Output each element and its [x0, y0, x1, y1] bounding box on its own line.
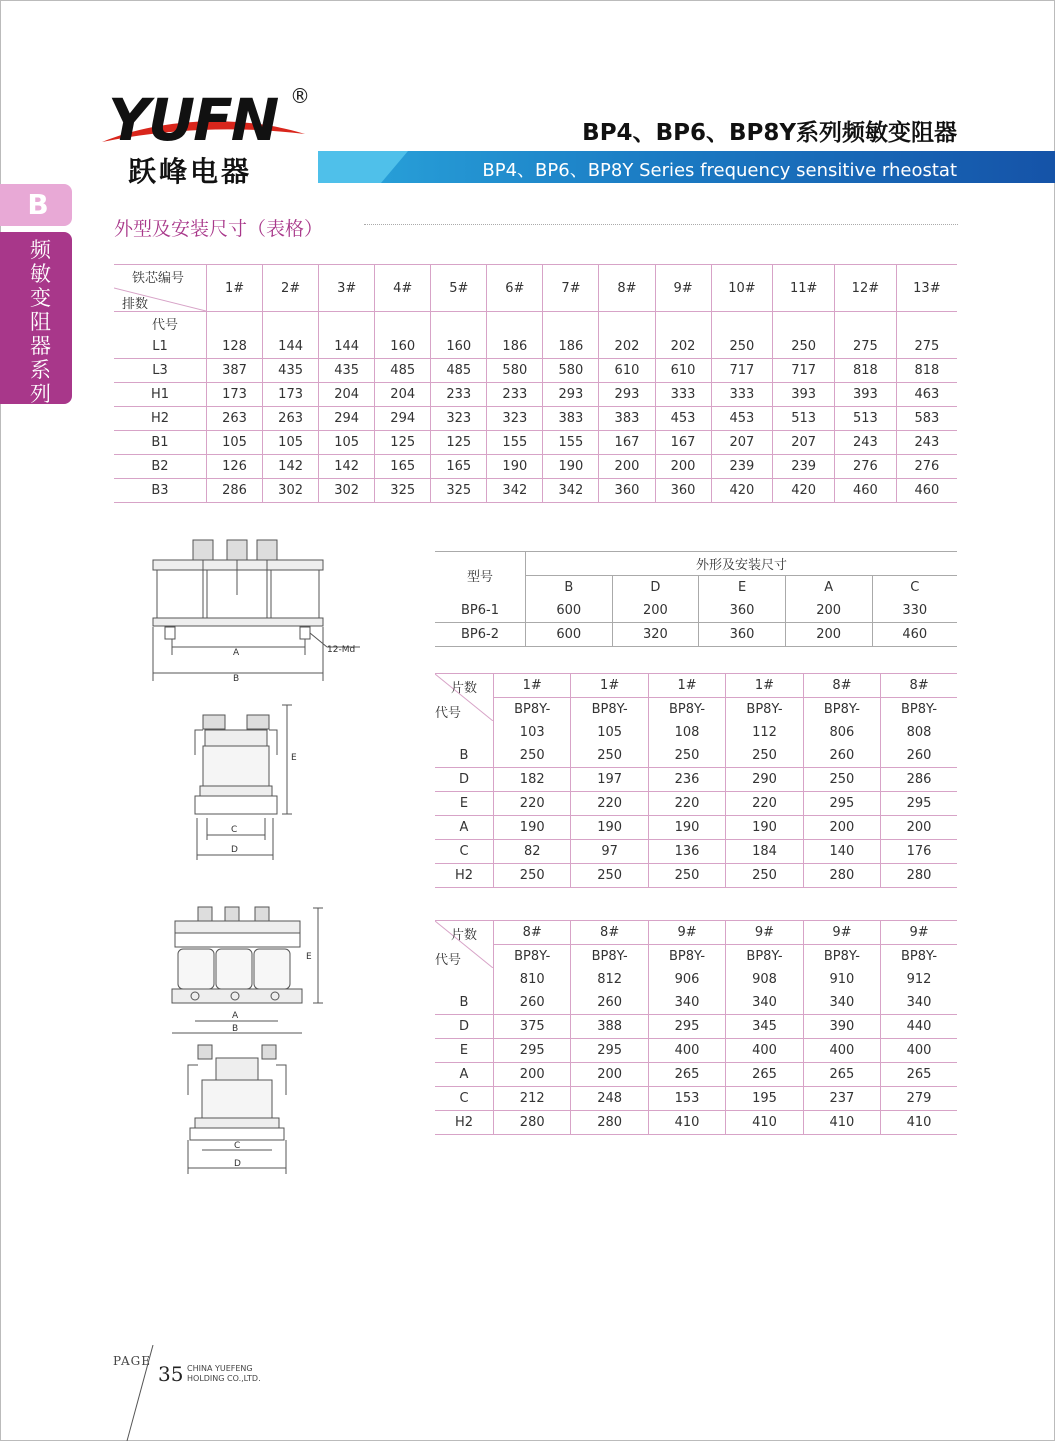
table-cell: 410	[726, 1111, 803, 1135]
column-header: 8#	[599, 265, 655, 312]
table-row	[114, 407, 957, 431]
table-row	[114, 479, 957, 503]
column-header: C	[872, 576, 957, 600]
table-cell: 293	[599, 383, 655, 407]
section-title: 外型及安装尺寸（表格）	[114, 218, 324, 240]
table-cell: 290	[726, 768, 803, 792]
table-cell: 250	[711, 335, 773, 359]
table-cell: 155	[487, 431, 543, 455]
table-cell: 250	[648, 744, 725, 768]
table-cell: 263	[207, 407, 263, 431]
column-header: 7#	[543, 265, 599, 312]
table-cell: 330	[872, 599, 957, 623]
table-cell: 295	[494, 1039, 571, 1063]
table-cell: 186	[543, 335, 599, 359]
group-header: 外形及安装尺寸	[526, 552, 958, 576]
table-cell: 280	[494, 1111, 571, 1135]
table-cell: 485	[375, 359, 431, 383]
table-cell: 142	[319, 455, 375, 479]
table-row	[435, 991, 957, 1015]
table-cell: 250	[571, 744, 648, 768]
page-number: 35	[158, 1362, 184, 1386]
table-cell: 260	[881, 744, 957, 768]
table-cell: 97	[571, 840, 648, 864]
table-cell: 202	[655, 335, 711, 359]
table-cell: 125	[375, 431, 431, 455]
table-cell: 265	[803, 1063, 880, 1087]
table-cell: 294	[375, 407, 431, 431]
table-cell: 280	[881, 864, 957, 888]
table-cell: 410	[881, 1111, 957, 1135]
table-cell: 393	[835, 383, 897, 407]
page-subtitle: BP4、BP6、BP8Y Series frequency sensitive rheostat	[482, 160, 957, 181]
table-cell: 453	[655, 407, 711, 431]
page-title: BP4、BP6、BP8Y系列频敏变阻器	[582, 120, 957, 146]
row-label: C	[435, 840, 494, 864]
table-cell: 265	[648, 1063, 725, 1087]
dimension-c-label: C	[234, 1141, 241, 1151]
model-header: 型号	[466, 570, 493, 585]
section-divider	[364, 224, 958, 225]
row-label: B2	[114, 455, 207, 479]
hole-label: 12-Md	[327, 645, 356, 655]
table-cell: 400	[881, 1039, 957, 1063]
dimension-d-label: D	[234, 1159, 241, 1169]
table-cell: 239	[711, 455, 773, 479]
table-cell: 233	[487, 383, 543, 407]
column-header: A	[785, 576, 872, 600]
table-cell: 207	[711, 431, 773, 455]
table-cell: 435	[319, 359, 375, 383]
table-cell: 200	[785, 599, 872, 623]
table-cell: 276	[835, 455, 897, 479]
table-cell: 236	[648, 768, 725, 792]
row-label: B	[459, 748, 469, 763]
table-cell: 610	[599, 359, 655, 383]
table-cell: 513	[835, 407, 897, 431]
dimension-d-label: D	[231, 845, 238, 855]
registered-icon: ®	[290, 84, 310, 108]
table-cell: 717	[711, 359, 773, 383]
table-cell: 265	[881, 1063, 957, 1087]
bp8y-side-view-drawing	[180, 1040, 305, 1175]
dimension-b-label: B	[233, 674, 240, 684]
table-cell: 342	[487, 479, 543, 503]
table-cell: 165	[431, 455, 487, 479]
table-cell: 197	[571, 768, 648, 792]
column-header: 1#	[207, 265, 263, 312]
bp8y-front-view-drawing	[160, 903, 335, 1043]
dimension-c-label: C	[231, 825, 238, 835]
table-cell: 243	[835, 431, 897, 455]
table-row	[435, 864, 957, 888]
table-cell: 580	[487, 359, 543, 383]
table-cell: 190	[726, 816, 803, 840]
core-dimension-table	[114, 264, 957, 503]
row-label: B3	[114, 479, 207, 503]
table-row	[435, 744, 957, 768]
table-row	[435, 1039, 957, 1063]
row-label: BP6-1	[461, 603, 499, 618]
table-cell: 435	[263, 359, 319, 383]
table-cell: 190	[571, 816, 648, 840]
row-label: A	[435, 1063, 494, 1087]
row-label: A	[435, 816, 494, 840]
table-cell: 275	[835, 335, 897, 359]
table-row	[435, 599, 957, 623]
table-cell: 250	[494, 864, 571, 888]
table-row	[114, 455, 957, 479]
column-header: D	[612, 576, 699, 600]
row-label: C	[435, 1087, 494, 1111]
column-header: 3#	[319, 265, 375, 312]
table-cell: 140	[803, 840, 880, 864]
table-cell: 280	[571, 1111, 648, 1135]
row-label: E	[435, 1039, 494, 1063]
table-row	[435, 1111, 957, 1135]
table-row	[435, 768, 957, 792]
table-cell: 583	[896, 407, 957, 431]
table-cell: 144	[263, 335, 319, 359]
table-cell: 237	[803, 1087, 880, 1111]
table-cell: 360	[599, 479, 655, 503]
table-cell: 173	[207, 383, 263, 407]
table-cell: 195	[726, 1087, 803, 1111]
table-cell: 275	[896, 335, 957, 359]
table-cell: 387	[207, 359, 263, 383]
bp6-front-view-drawing	[145, 535, 370, 695]
row-label: L3	[114, 359, 207, 383]
column-header: 13#	[896, 265, 957, 312]
table-cell: 513	[773, 407, 835, 431]
table-cell: 340	[803, 991, 880, 1015]
table-cell: 204	[375, 383, 431, 407]
table-cell: 340	[726, 991, 803, 1015]
row-label: H2	[435, 864, 494, 888]
column-header: 11#	[773, 265, 835, 312]
table-cell: 463	[896, 383, 957, 407]
column-header: 5#	[431, 265, 487, 312]
table-cell: 220	[494, 792, 571, 816]
table-cell: 250	[726, 744, 803, 768]
table-cell: 200	[655, 455, 711, 479]
table-cell: 220	[571, 792, 648, 816]
table-row	[435, 1087, 957, 1111]
table-cell: 128	[207, 335, 263, 359]
table-cell: 388	[571, 1015, 648, 1039]
table-cell: 105	[263, 431, 319, 455]
table-cell: 600	[526, 623, 613, 647]
table-cell: 160	[375, 335, 431, 359]
table-row	[435, 792, 957, 816]
table-cell: 190	[494, 816, 571, 840]
table-cell: 144	[319, 335, 375, 359]
table-cell: 136	[648, 840, 725, 864]
table-cell: 360	[699, 623, 786, 647]
row-label: B1	[114, 431, 207, 455]
column-header: 4#	[375, 265, 431, 312]
table-cell: 295	[648, 1015, 725, 1039]
footer-slash	[125, 1345, 155, 1441]
company-name: CHINA YUEFENG HOLDING CO.,LTD.	[187, 1364, 261, 1383]
table-cell: 440	[881, 1015, 957, 1039]
table-cell: 410	[648, 1111, 725, 1135]
table-cell: 202	[599, 335, 655, 359]
table-cell: 325	[375, 479, 431, 503]
table-cell: 390	[803, 1015, 880, 1039]
table-cell: 190	[543, 455, 599, 479]
bp8y-table-b: 片数 代号 8# 8# 9# 9# 9# 9# BP8Y- BP8Y- BP8Y- BP8Y- BP8Y- BP8Y- 810 812 906 908 910 912 B 260 260 340 340 340 340 D 375 388 295 345 390 440 E 295 295 400 400 400 400 A 200 200 265 265 265 265 C 212 248 153 195 237 279 H2 280 280 410 410 410 410	[435, 920, 957, 1135]
dimension-a-label: A	[233, 648, 240, 658]
table-cell: 207	[773, 431, 835, 455]
table-cell: 383	[599, 407, 655, 431]
dimension-e-label: E	[306, 952, 312, 962]
column-header: 9#	[655, 265, 711, 312]
table-cell: 220	[648, 792, 725, 816]
table-cell: 295	[803, 792, 880, 816]
table-cell: 167	[599, 431, 655, 455]
table-cell: 105	[207, 431, 263, 455]
table-cell: 260	[494, 991, 571, 1015]
table-cell: 248	[571, 1087, 648, 1111]
table-cell: 105	[319, 431, 375, 455]
table-cell: 153	[648, 1087, 725, 1111]
table-cell: 176	[881, 840, 957, 864]
table-cell: 286	[207, 479, 263, 503]
table-row	[114, 359, 957, 383]
table-cell: 460	[835, 479, 897, 503]
table-cell: 182	[494, 768, 571, 792]
logo: YUFN	[108, 86, 278, 154]
table-cell: 383	[543, 407, 599, 431]
table-cell: 325	[431, 479, 487, 503]
table-row	[114, 383, 957, 407]
table-cell: 250	[726, 864, 803, 888]
row-label: L1	[152, 339, 168, 354]
table-cell: 212	[494, 1087, 571, 1111]
table-cell: 333	[711, 383, 773, 407]
table-cell: 204	[319, 383, 375, 407]
table-cell: 600	[526, 599, 613, 623]
table-cell: 160	[431, 335, 487, 359]
table-cell: 400	[803, 1039, 880, 1063]
row-label: D	[435, 768, 494, 792]
table-cell: 375	[494, 1015, 571, 1039]
table-row: 代号	[114, 312, 957, 336]
table-cell: 323	[431, 407, 487, 431]
table-cell: 610	[655, 359, 711, 383]
table-cell: 250	[648, 864, 725, 888]
table-row	[114, 335, 957, 359]
table-cell: 190	[648, 816, 725, 840]
table-cell: 333	[655, 383, 711, 407]
table-row	[435, 840, 957, 864]
table-cell: 184	[726, 840, 803, 864]
table-cell: 200	[571, 1063, 648, 1087]
table-cell: 293	[543, 383, 599, 407]
table-cell: 200	[612, 599, 699, 623]
bp8y-table-a: 片数 代号 1# 1# 1# 1# 8# 8# BP8Y- BP8Y- BP8Y- BP8Y- BP8Y- BP8Y- 103 105 108 112 806 808 B 250 250 250 250 260 260 D 182 197 236 290 250 286 E 220 220 220 220 295 295 A 190 190 190 190 200 200 C 82 97 136 184 140 176 H2 250 250 250 250 280 280	[435, 673, 957, 888]
table-cell: 265	[726, 1063, 803, 1087]
page-label: PAGE	[113, 1354, 151, 1368]
table-cell: 186	[487, 335, 543, 359]
row-label: H2	[114, 407, 207, 431]
table-cell: 345	[726, 1015, 803, 1039]
column-header: B	[526, 576, 613, 600]
table-cell: 250	[803, 768, 880, 792]
table-cell: 142	[263, 455, 319, 479]
table-cell: 280	[803, 864, 880, 888]
table-cell: 276	[896, 455, 957, 479]
table-cell: 420	[773, 479, 835, 503]
dimension-a-label: A	[232, 1011, 239, 1021]
table-cell: 200	[494, 1063, 571, 1087]
table-cell: 580	[543, 359, 599, 383]
table-cell: 200	[881, 816, 957, 840]
table-cell: 200	[599, 455, 655, 479]
table-cell: 302	[263, 479, 319, 503]
table-corner: 片数 代号	[435, 921, 494, 969]
table-cell: 260	[571, 991, 648, 1015]
table-cell: 340	[881, 991, 957, 1015]
table-corner: 铁芯编号 排数	[114, 265, 207, 312]
table-cell: 453	[711, 407, 773, 431]
table-cell: 250	[494, 744, 571, 768]
table-cell: 173	[263, 383, 319, 407]
table-cell: 410	[803, 1111, 880, 1135]
table-cell: 200	[785, 623, 872, 647]
table-cell: 250	[773, 335, 835, 359]
row-label: E	[435, 792, 494, 816]
column-header: E	[699, 576, 786, 600]
table-cell: 360	[699, 599, 786, 623]
table-row	[435, 1063, 957, 1087]
table-cell: 286	[881, 768, 957, 792]
table-cell: 460	[896, 479, 957, 503]
table-cell: 393	[773, 383, 835, 407]
row-label: B	[459, 995, 469, 1010]
table-cell: 250	[571, 864, 648, 888]
table-cell: 818	[896, 359, 957, 383]
table-cell: 190	[487, 455, 543, 479]
table-cell: 279	[881, 1087, 957, 1111]
table-cell: 818	[835, 359, 897, 383]
table-cell: 165	[375, 455, 431, 479]
row-label: H1	[114, 383, 207, 407]
table-cell: 155	[543, 431, 599, 455]
table-cell: 302	[319, 479, 375, 503]
table-cell: 126	[207, 455, 263, 479]
table-cell: 125	[431, 431, 487, 455]
table-cell: 420	[711, 479, 773, 503]
table-row	[435, 623, 957, 647]
table-cell: 263	[263, 407, 319, 431]
table-cell: 360	[655, 479, 711, 503]
table-cell: 342	[543, 479, 599, 503]
table-cell: 340	[648, 991, 725, 1015]
table-cell: 260	[803, 744, 880, 768]
column-header: 12#	[835, 265, 897, 312]
bp6-dimension-table	[435, 551, 957, 647]
table-cell: 243	[896, 431, 957, 455]
bp6-side-view-drawing	[185, 700, 315, 870]
table-cell: 200	[803, 816, 880, 840]
table-cell: 294	[319, 407, 375, 431]
column-header: 2#	[263, 265, 319, 312]
table-cell: 400	[726, 1039, 803, 1063]
column-header: 10#	[711, 265, 773, 312]
table-cell: 239	[773, 455, 835, 479]
table-cell: 717	[773, 359, 835, 383]
row-label: BP6-2	[435, 623, 526, 647]
table-cell: 400	[648, 1039, 725, 1063]
table-cell: 320	[612, 623, 699, 647]
dimension-b-label: B	[232, 1024, 239, 1034]
table-cell: 220	[726, 792, 803, 816]
table-cell: 167	[655, 431, 711, 455]
row-label: D	[435, 1015, 494, 1039]
table-corner: 片数 代号	[435, 674, 494, 722]
side-tab-label: 频敏变阻器系列	[30, 238, 51, 406]
side-tab-letter: B	[0, 184, 72, 226]
table-row	[114, 431, 957, 455]
table-row	[435, 816, 957, 840]
table-cell: 460	[872, 623, 957, 647]
table-cell: 295	[881, 792, 957, 816]
logo-chinese: 跃峰电器	[128, 155, 253, 188]
table-cell: 295	[571, 1039, 648, 1063]
table-cell: 82	[494, 840, 571, 864]
table-cell: 323	[487, 407, 543, 431]
table-cell: 233	[431, 383, 487, 407]
column-header: 6#	[487, 265, 543, 312]
table-cell: 485	[431, 359, 487, 383]
dimension-e-label: E	[291, 753, 297, 763]
table-row	[435, 1015, 957, 1039]
row-label: H2	[435, 1111, 494, 1135]
